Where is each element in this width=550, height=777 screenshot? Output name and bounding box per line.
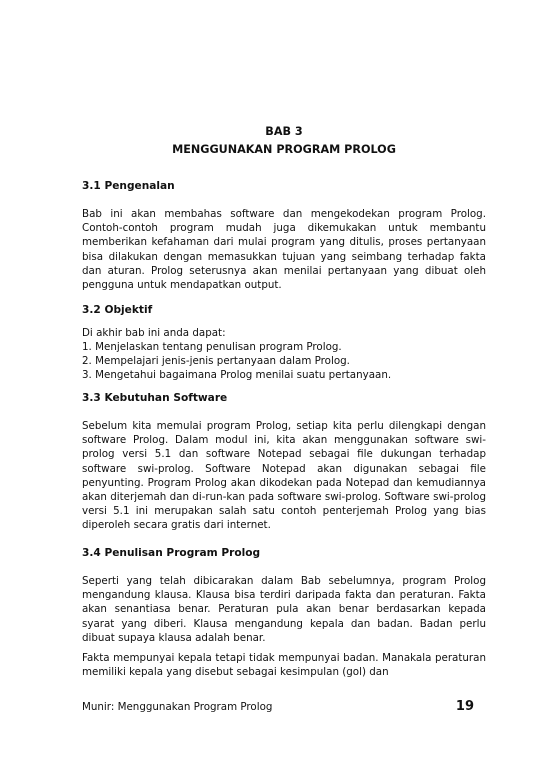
section-heading-pengenalan: 3.1 Pengenalan	[82, 180, 175, 192]
list-item: 3. Mengetahui bagaimana Prolog menilai suatu pertanyaan.	[82, 369, 392, 382]
section-body-pengenalan: Bab ini akan membahas software dan mengekodekan program Prolog. Contoh-contoh program mudah juga dikemukakan untuk membantu memberikan kefahaman dari mulai program yang ditulis, proses pertanyaan bisa dilakukan dengan memasukkan tujuan yang seimbang terhadap fakta dan aturan. Prolog seterusnya akan menilai pertanyaan yang dibuat oleh pengguna untuk mendapatkan output.	[82, 208, 486, 292]
section-body-penulisan-program-1: Seperti yang telah dibicarakan dalam Bab sebelumnya, program Prolog mengandung klausa. Klausa bisa terdiri daripada fakta dan peraturan. Fakta akan senantiasa benar. Peraturan pula akan benar berdasarkan kepada syarat yang diberi. Klausa mengandung kepala dan badan. Badan perlu dibuat supaya klausa adalah benar.	[82, 575, 486, 644]
section-body-kebutuhan-software: Sebelum kita memulai program Prolog, setiap kita perlu dilengkapi dengan software Prolog. Dalam modul ini, kita akan menggunakan software swi-prolog versi 5.1 dan software Notepad sebagai file dukungan terhadap software swi-prolog. Software Notepad akan digunakan sebagai file penyunting. Program Prolog akan dikodekan pada Notepad dan kemudiannya akan diterjemah dan di-run-kan pada software swi-prolog. Software swi-prolog versi 5.1 ini merupakan salah satu contoh penterjemah Prolog yang bias diperoleh secara gratis dari internet.	[82, 420, 486, 532]
list-item: 1. Menjelaskan tentang penulisan program Prolog.	[82, 341, 342, 353]
objektif-list	[82, 340, 486, 383]
section-heading-kebutuhan-software: 3.3 Kebutuhan Software	[82, 392, 228, 404]
section-heading-penulisan-program: 3.4 Penulisan Program Prolog	[82, 547, 261, 559]
objektif-intro: Di akhir bab ini anda dapat:	[82, 327, 226, 339]
document-page	[82, 0, 486, 777]
chapter-title: MENGGUNAKAN PROGRAM PROLOG	[172, 143, 396, 156]
chapter-heading	[82, 123, 486, 159]
list-item: 2. Mempelajari jenis-jenis pertanyaan dalam Prolog.	[82, 355, 350, 368]
section-heading-objektif: 3.2 Objektif	[82, 304, 153, 316]
section-body-penulisan-program-2: Fakta mempunyai kepala tetapi tidak mempunyai badan. Manakala peraturan memiliki kepala yang disebut sebagai kesimpulan (gol) dan	[82, 652, 486, 679]
page-number: 19	[455, 699, 474, 714]
chapter-number: BAB 3	[265, 125, 303, 138]
page-footer	[82, 699, 486, 715]
footer-text: Munir: Menggunakan Program Prolog	[82, 701, 273, 713]
